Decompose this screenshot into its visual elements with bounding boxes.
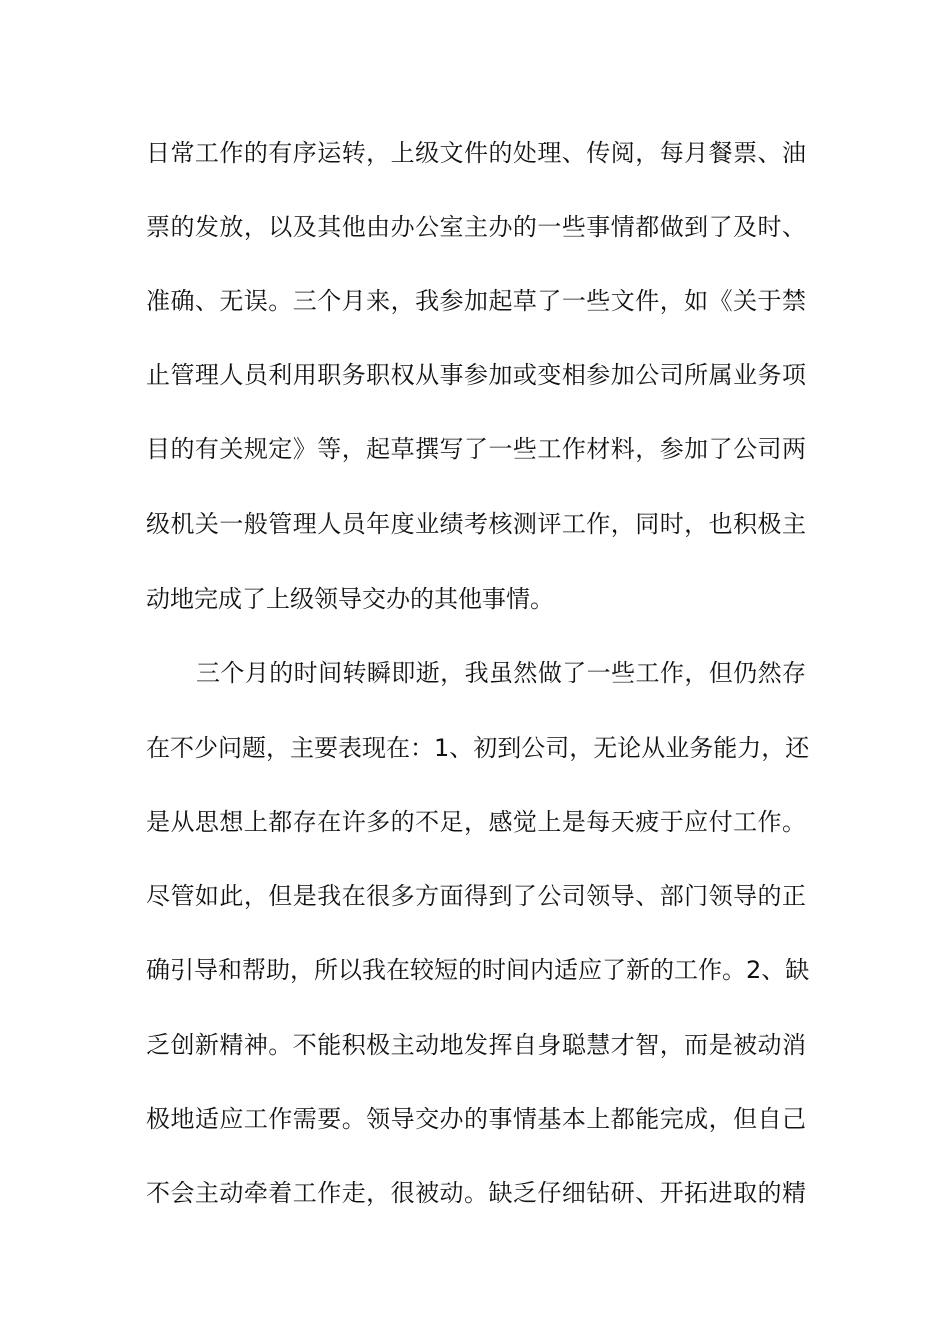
text-line: 止管理人员利用职务职权从事参加或变相参加公司所属业务项 (146, 361, 806, 389)
text-line: 不会主动牵着工作走，很被动。缺乏仔细钻研、开拓进取的精 (146, 1179, 806, 1207)
text-line: 确引导和帮助，所以我在较短的时间内适应了新的工作。2、缺 (146, 956, 810, 984)
text-line: 准确、无误。三个月来，我参加起草了一些文件，如《关于禁 (146, 287, 806, 315)
text-line: 票的发放，以及其他由办公室主办的一些事情都做到了及时、 (146, 213, 806, 241)
text-line: 在不少问题，主要表现在：1、初到公司，无论从业务能力，还 (146, 734, 810, 762)
text-line: 目的有关规定》等，起草撰写了一些工作材料，参加了公司两 (146, 435, 806, 463)
text-line: 是从思想上都存在许多的不足，感觉上是每天疲于应付工作。 (146, 808, 806, 836)
text-line: 乏创新精神。不能积极主动地发挥自身聪慧才智，而是被动消 (146, 1031, 806, 1059)
text-line: 尽管如此，但是我在很多方面得到了公司领导、部门领导的正 (146, 882, 806, 910)
text-line: 日常工作的有序运转，上级文件的处理、传阅，每月餐票、油 (146, 139, 806, 167)
text-line: 动地完成了上级领导交办的其他事情。 (146, 585, 554, 613)
text-line: 级机关一般管理人员年度业绩考核测评工作，同时，也积极主 (146, 510, 806, 538)
text-line: 三个月的时间转瞬即逝，我虽然做了一些工作，但仍然存 (196, 659, 806, 687)
text-line: 极地适应工作需要。领导交办的事情基本上都能完成，但自己 (146, 1105, 806, 1133)
